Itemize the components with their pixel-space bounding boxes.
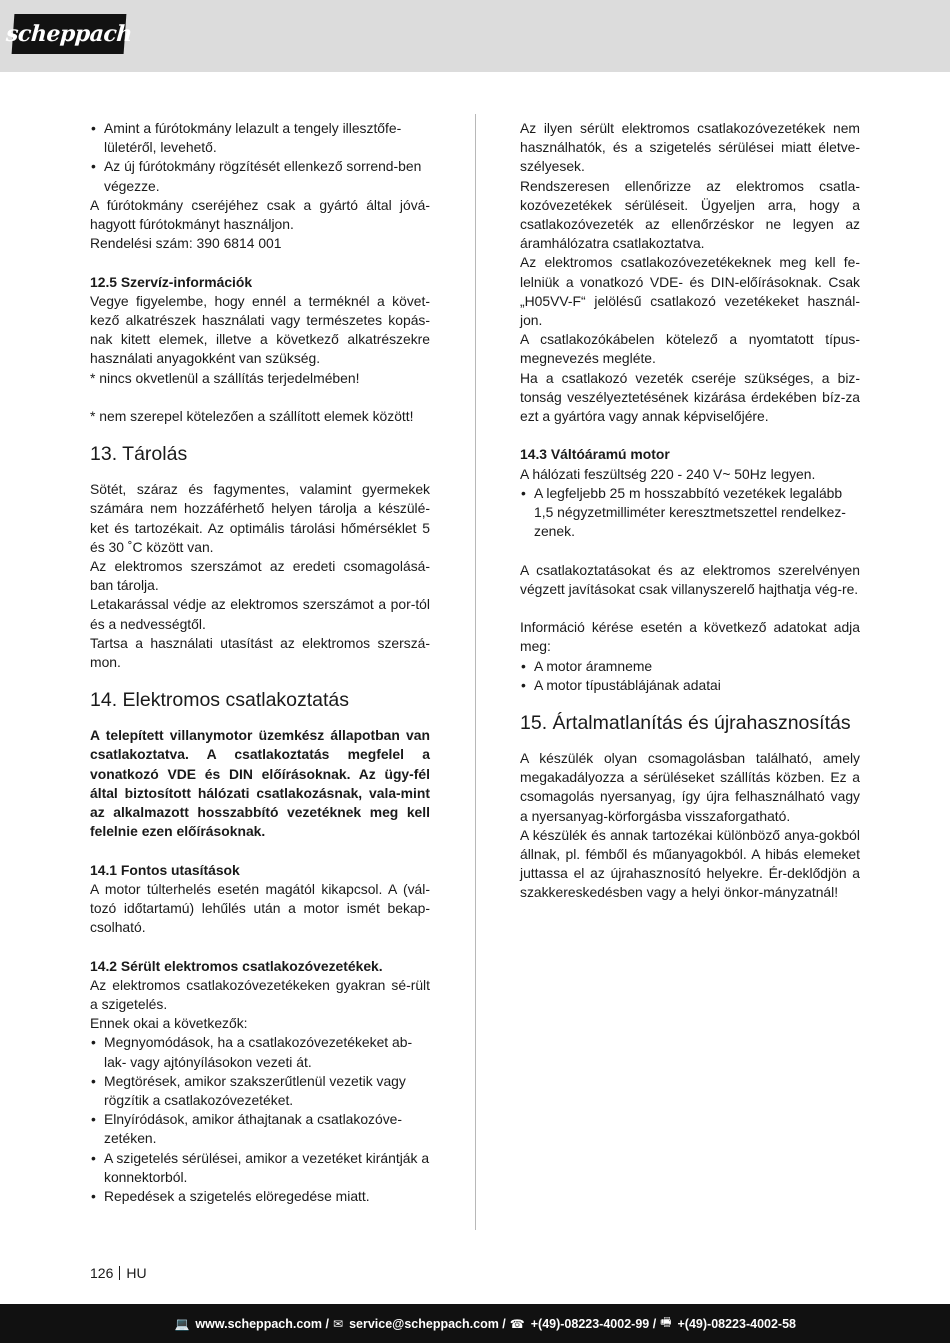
list-item: • Megnyomódások, ha a csatlakozóvezetékeket ab-lak- vagy ajtónyílásokon vezeti át. [90,1033,430,1071]
phone-icon: ☎ [509,1316,525,1331]
section-14-3-title: 14.3 Váltóáramú motor [520,446,670,463]
paragraph: Az elektromos csatlakozóvezetékeknek meg kell fe-lelniük a vonatkozó VDE- és DIN-előírásoknak. Csak „H05VV-F“ jelölésű csatlakozó vezetékeket használ-jon. [520,254,860,329]
footer-website[interactable]: www.scheppach.com / [195,1316,329,1331]
paragraph: Rendszeresen ellenőrizze az elektromos csatla-kozóvezetékek sérüléseit. Ügyeljen arra, hogy a csatlakozóvezeték az ellenőrzéskor ne legyen az áramhálózatra csatlakoztatva. [520,177,860,252]
computer-icon: 💻 [174,1316,190,1331]
header-bar [0,0,950,72]
list-item: • A legfeljebb 25 m hosszabbító vezetékek legalább 1,5 négyzetmilliméter keresztmetszettel rendelkez-zenek. [520,484,860,542]
extension-cable-list [520,484,860,542]
section-12-5-note-2: * nem szerepel kötelezően a szállított elemek között! [90,408,414,425]
footer-bar [0,1304,950,1343]
left-column [90,119,430,1206]
section-14-3-paragraph: A hálózati feszültség 220 - 240 V~ 50Hz legyen. [520,465,816,482]
list-item: • Megtörések, amikor szakszerűtlenül vezetik vagy rögzítik a csatlakozóvezetéket. [90,1072,430,1110]
section-12-5-title: 12.5 Szervíz-információk [90,273,253,290]
section-14-heading: 14. Elektromos csatlakoztatás [90,689,350,712]
section-14-2-paragraph: Az elektromos csatlakozóvezetékeken gyakran sé-rült a szigetelés. [90,976,430,1013]
list-item: • Repedések a szigetelés elöregedése miatt. [90,1187,430,1206]
motor-info-list [520,657,860,695]
page-number-separator [119,1266,120,1280]
column-divider [475,114,476,1230]
paragraph: Az ilyen sérült elektromos csatlakozóvezetékek nem használhatók, és a szigetelés sérülései miatt életve-szélyesek. [520,120,860,175]
footer-fax: +(49)-08223-4002-58 [677,1316,796,1331]
list-item: • Az új fúrótokmány rögzítését ellenkező sorrend-ben végezze. [90,157,430,195]
section-14-3-paragraph: Információ kérése esetén a következő adatokat adja meg: [520,619,860,655]
list-item: • Amint a fúrótokmány lelazult a tengely illesztőfe-lületéről, levehető. [90,119,430,157]
intro-bullet-list [90,119,430,196]
list-item: • A motor típustáblájának adatai [520,676,860,695]
paragraph: A csatlakozókábelen kötelező a nyomtatott típus-megnevezés megléte. [520,331,860,367]
section-12-5-paragraph: Vegye figyelembe, hogy ennél a terméknél a követ-kező alkatrészek használati vagy természetes kopás-nak kitett elemek, illetve a következő alkatrészekre használati anyagokként van szükség. [90,292,430,367]
section-14-2-paragraph: Ennek okai a következők: [90,1015,248,1032]
section-13-paragraph: Letakarással védje az elektromos szerszámot a por-tól és a nedvességtől. [90,596,430,632]
footer-phone: +(49)-08223-4002-99 / [530,1316,657,1331]
section-15-heading: 15. Ártalmatlanítás és újrahasznosítás [520,712,851,735]
page-number-value: 126 [90,1265,114,1281]
section-13-paragraph: Sötét, száraz és fagymentes, valamint gyermekek számára nem hozzáférhető helyen tárolja a készülé-ket és tartozékait. Az optimális tárolási hőmérséklet 5 és 30 ˚C között van. [90,481,430,555]
footer-email[interactable]: service@scheppach.com / [349,1316,506,1331]
right-column [520,119,860,903]
list-item: • Elnyíródások, amikor áthajtanak a csatlakozóve-zetéken. [90,1110,430,1148]
section-14-1-title: 14.1 Fontos utasítások [90,861,240,878]
section-15-paragraph: A készülék olyan csomagolásban található, amely megakadályozza a sérüléseket szállítás közben. Ez a csomagolás nyersanyag, így újra felhasználható vagy a nyersanyag-körforgásba visszaforgatható. [520,750,860,824]
section-13-paragraph: Az elektromos szerszámot az eredeti csomagolásá-ban tárolja. [90,558,430,594]
section-15-paragraph: A készülék és annak tartozékai különböző anya-gokból állnak, pl. fémből és műanyagokból. A hibás elemeket juttassa el az újrahasznosító helyekre. Ér-deklődjön a szakkereskedésben vagy a helyi önkor-mányzatnál! [520,826,860,901]
section-12-5-note-1: * nincs okvetlenül a szállítás terjedelmében! [90,369,360,386]
damage-causes-list [90,1033,430,1206]
fax-icon: 🖷 [660,1315,672,1329]
order-number: Rendelési szám: 390 6814 001 [90,235,282,252]
page-number [90,1264,147,1282]
section-14-1-paragraph: A motor túlterhelés esetén magától kikapcsol. A (vál-tozó időtartamú) lehűlés után a motor ismét bekap-csolható. [90,880,430,936]
page-language: HU [126,1265,147,1281]
list-item: • A szigetelés sérülései, amikor a vezetéket kirántják a konnektorból. [90,1149,430,1187]
section-14-2-title: 14.2 Sérült elektromos csatlakozóvezetékek. [90,957,383,974]
section-14-3-paragraph: A csatlakoztatásokat és az elektromos szerelvényen végzett javításokat csak villanyszerelő hajthatja vég-re. [520,561,860,597]
section-13-heading: 13. Tárolás [90,443,188,466]
scheppach-logo: scheppach [12,14,127,54]
email-icon: ✉ [333,1316,344,1331]
intro-paragraph: A fúrótokmány cseréjéhez csak a gyártó által jóvá-hagyott fúrótokmányt használjon. [90,196,430,233]
section-14-bold-paragraph: A telepített villanymotor üzemkész állapotban van csatlakoztatva. A csatlakoztatás megfelel a vonatkozó VDE és DIN előírásoknak. Az ügy-fél által biztosított hálózati csatlakozásnak, vala-mint az alkalmazott hosszabbító vezetéknek meg kell felelnie ezen előírásoknak. [90,727,430,840]
list-item: • A motor áramneme [520,657,860,676]
section-13-paragraph: Tartsa a használati utasítást az elektromos szerszá-mon. [90,634,430,671]
paragraph: Ha a csatlakozó vezeték cseréje szükséges, a biz-tonság veszélyeztetésének kizárása érdekében bíz-za ezt a gyártóra vagy annak képviselőjére. [520,369,860,425]
